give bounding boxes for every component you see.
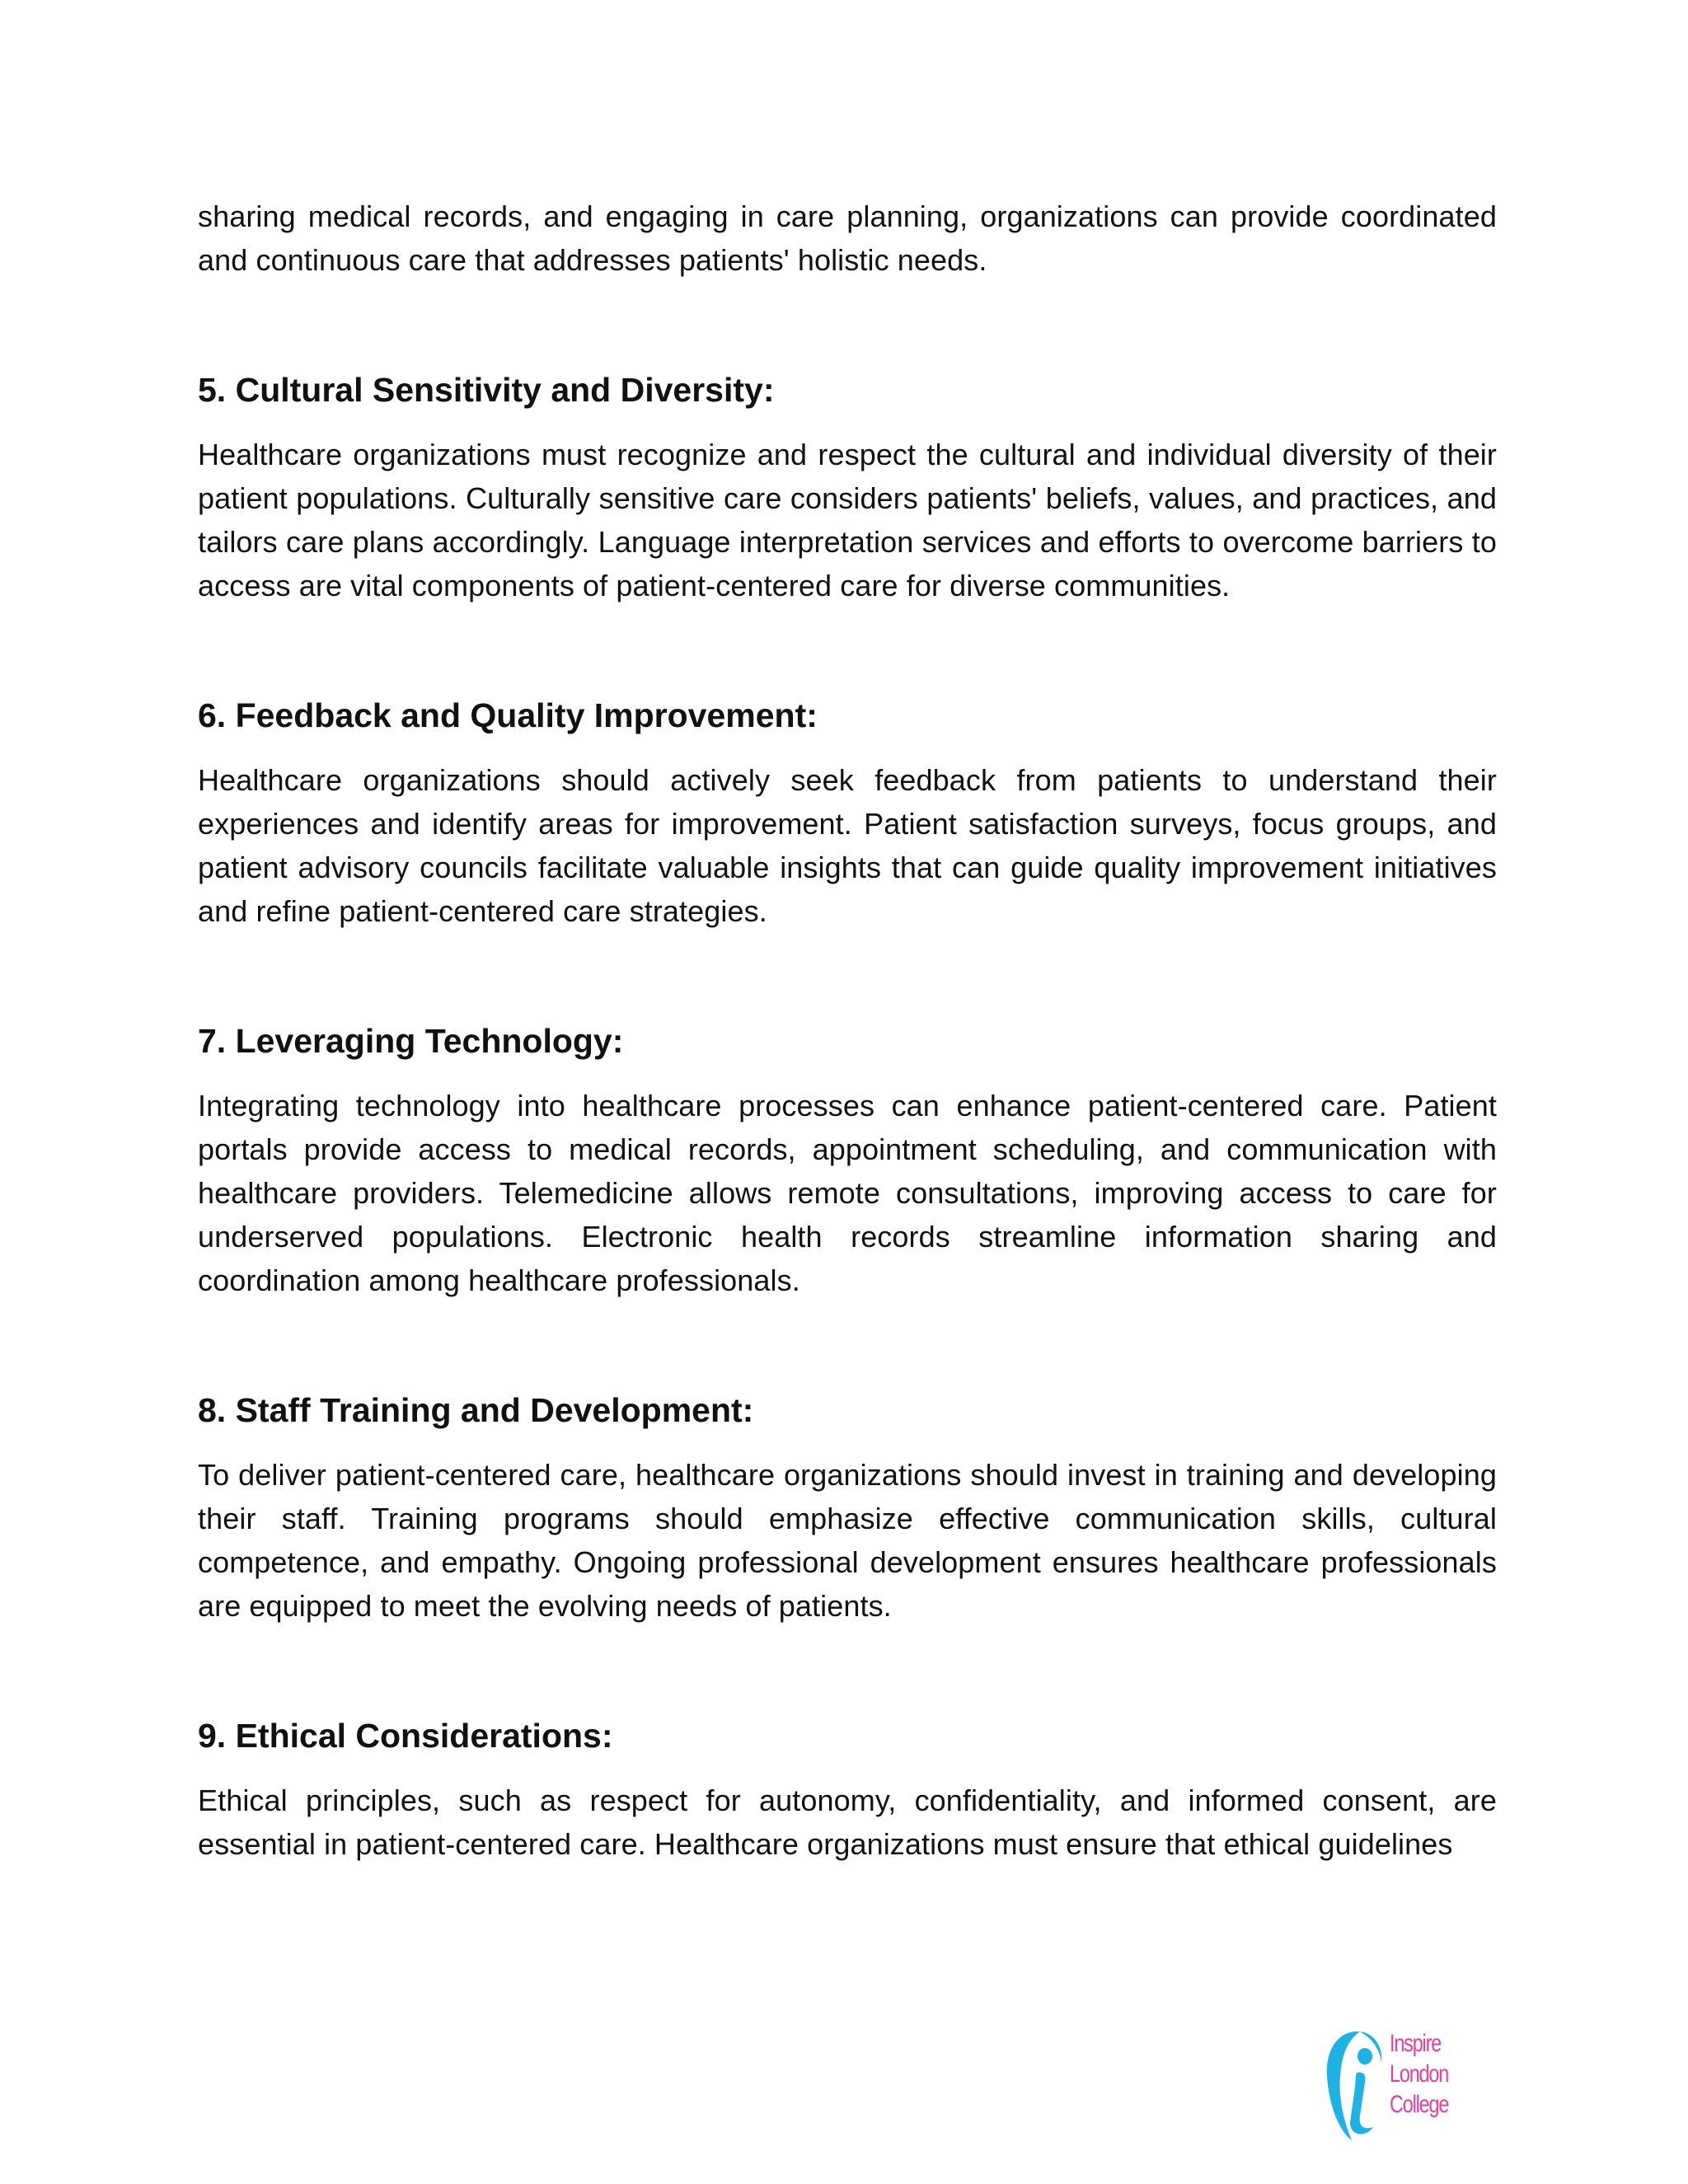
section-heading: 5. Cultural Sensitivity and Diversity: [198,371,775,409]
inspire-london-college-logo [1324,2023,1464,2147]
section-feedback-quality [198,694,1497,933]
section-body: Ethical principles, such as respect for autonomy, confidentiality, and informed consent, are essential in patient-centered care. Healthcare organizations must ensure that ethical guidelines [198,1783,1497,1861]
intro-paragraph: sharing medical records, and engaging in care planning, organizations can provide coordinated and continuous care that addresses patients' holistic needs. [198,199,1497,277]
section-heading: 8. Staff Training and Development: [198,1391,754,1429]
section-body: To deliver patient-centered care, healthcare organizations should invest in training and developing their staff. Training programs should emphasize effective communication skills, cultural competence, and empathy. Ongoing professional development ensures healthcare professionals are equipped to meet the evolving needs of patients. [198,1458,1497,1623]
section-body: Healthcare organizations must recognize and respect the cultural and individual diversity of their patient populations. Culturally sensitive care considers patients' beliefs, values, and practices, and tailors care plans accordingly. Language interpretation services and efforts to overcome barriers to access are vital components of patient-centered care for diverse communities. [198,438,1497,602]
logo-wordmark [1390,2028,1448,2120]
logo-line: Inspire [1390,2030,1442,2057]
logo-line: College [1390,2091,1449,2118]
section-heading: 6. Feedback and Quality Improvement: [198,696,818,734]
section-leveraging-technology [198,1019,1497,1302]
logo-line: London [1390,2060,1449,2088]
inspire-i-logo-icon [1324,2023,1390,2147]
section-heading: 7. Leveraging Technology: [198,1022,624,1060]
section-cultural-sensitivity [198,368,1497,607]
section-body: Healthcare organizations should actively seek feedback from patients to understand their experiences and identify areas for improvement. Patient satisfaction surveys, focus groups, and patient advisory councils facilitate valuable insights that can guide quality improvement initiatives and refine patient-centered care strategies. [198,763,1497,928]
section-heading: 9. Ethical Considerations: [198,1717,613,1755]
section-body: Integrating technology into healthcare processes can enhance patient-centered care. Patient portals provide access to medical records, appointment scheduling, and communication with healthcare providers. Telemedicine allows remote consultations, improving access to care for underserved populations. Electronic health records streamline information sharing and coordination among healthcare professionals. [198,1089,1497,1297]
section-ethical-considerations [198,1714,1497,1866]
document-page [198,194,1497,1866]
section-staff-training [198,1389,1497,1628]
